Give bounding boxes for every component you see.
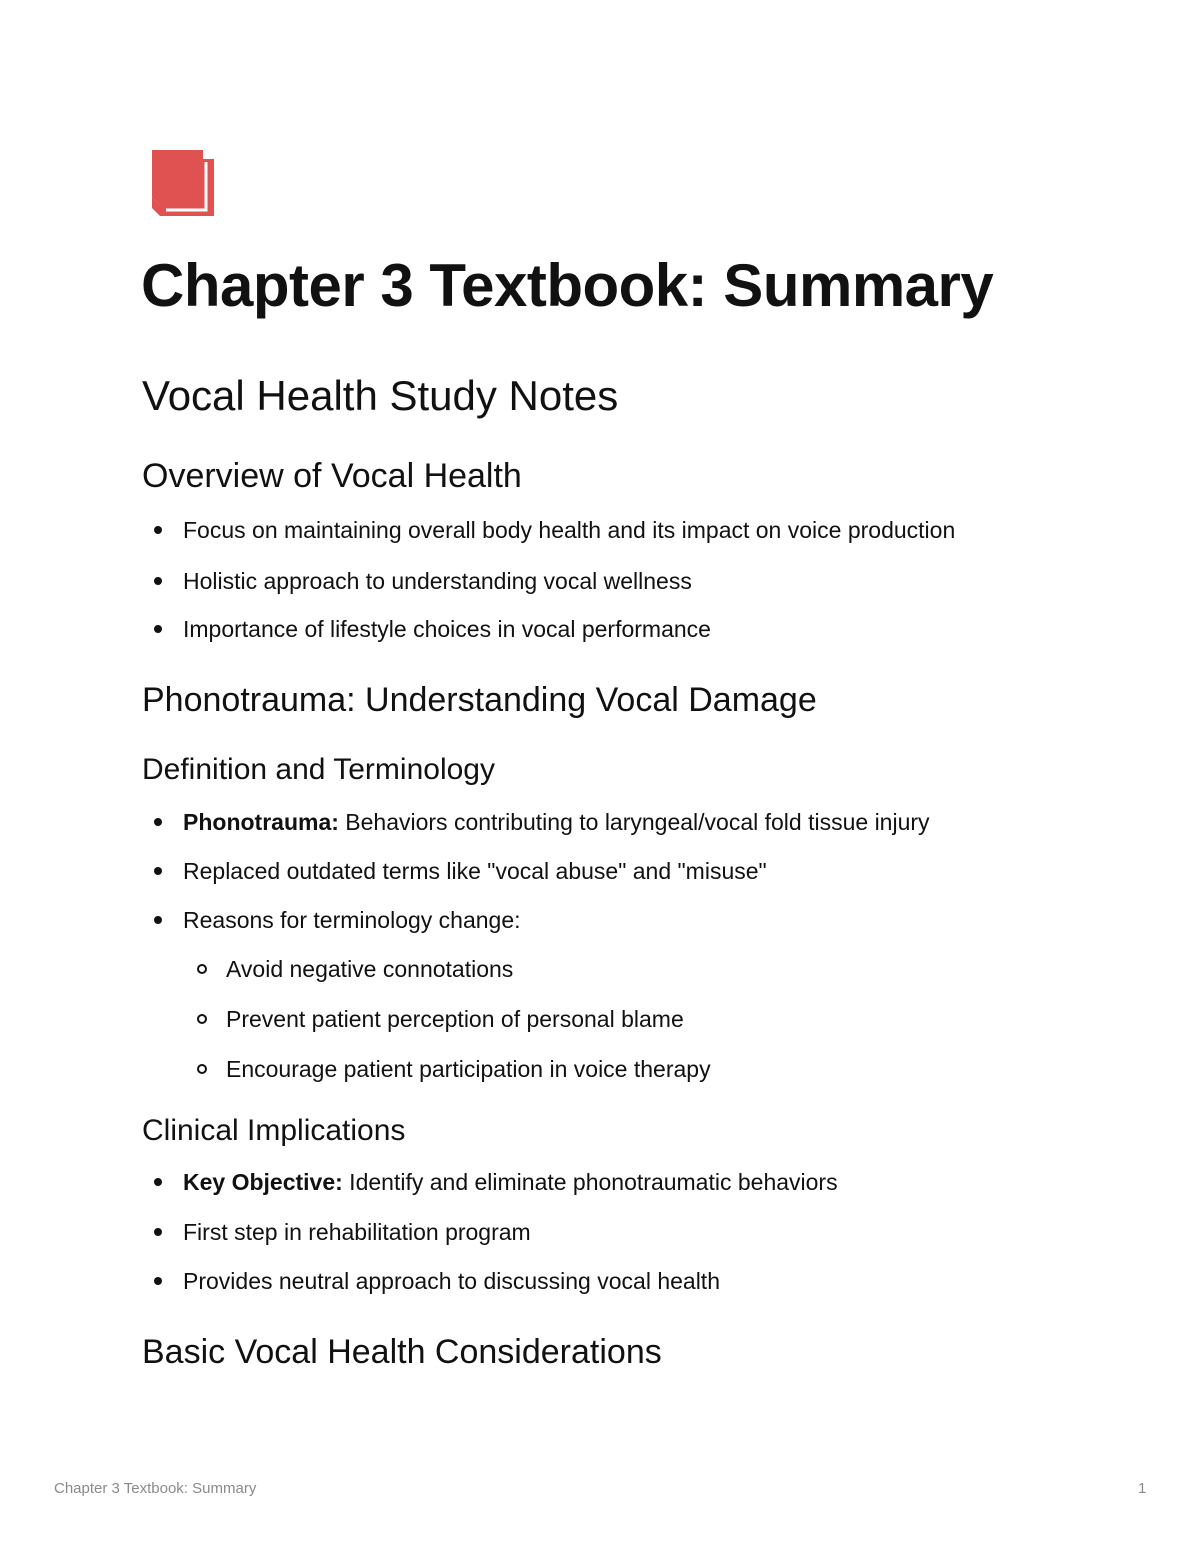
sub-list-item: Encourage patient participation in voice therapy <box>226 1054 711 1084</box>
heading-definition-terminology: Definition and Terminology <box>142 753 495 786</box>
bullet-ring <box>197 964 207 974</box>
list-item: Replaced outdated terms like "vocal abuse" and "misuse" <box>183 856 767 886</box>
list-item: Importance of lifestyle choices in vocal performance <box>183 614 711 644</box>
list-item: Focus on maintaining overall body health and its impact on voice production <box>183 515 955 545</box>
sub-list-item: Avoid negative connotations <box>226 954 513 984</box>
list-item: Reasons for terminology change: <box>183 905 521 935</box>
bullet-ring <box>197 1014 207 1024</box>
heading-clinical-implications: Clinical Implications <box>142 1114 406 1147</box>
bullet-dot <box>154 916 162 924</box>
bullet-dot <box>154 1277 162 1285</box>
heading-vocal-health-study-notes: Vocal Health Study Notes <box>142 372 619 419</box>
bullet-dot <box>154 867 162 875</box>
bullet-dot <box>154 625 162 633</box>
list-item: Key Objective: Identify and eliminate phonotraumatic behaviors <box>183 1167 838 1197</box>
footer-title: Chapter 3 Textbook: Summary <box>54 1480 257 1497</box>
sub-list-item: Prevent patient perception of personal blame <box>226 1004 684 1034</box>
list-item: Phonotrauma: Behaviors contributing to laryngeal/vocal fold tissue injury <box>183 807 930 837</box>
bullet-dot <box>154 818 162 826</box>
list-item: Provides neutral approach to discussing vocal health <box>183 1266 720 1296</box>
page-title: Chapter 3 Textbook: Summary <box>141 252 994 319</box>
bullet-dot <box>154 1228 162 1236</box>
heading-phonotrauma: Phonotrauma: Understanding Vocal Damage <box>142 681 817 719</box>
bullet-dot <box>154 526 162 534</box>
list-item: First step in rehabilitation program <box>183 1217 531 1247</box>
heading-basic-vocal-health: Basic Vocal Health Considerations <box>142 1333 662 1371</box>
bullet-dot <box>154 577 162 585</box>
document-pages-icon <box>152 150 214 216</box>
heading-overview: Overview of Vocal Health <box>142 457 522 495</box>
bullet-ring <box>197 1064 207 1074</box>
page-number: 1 <box>1138 1480 1147 1497</box>
list-item: Holistic approach to understanding vocal wellness <box>183 566 692 596</box>
bullet-dot <box>154 1178 162 1186</box>
